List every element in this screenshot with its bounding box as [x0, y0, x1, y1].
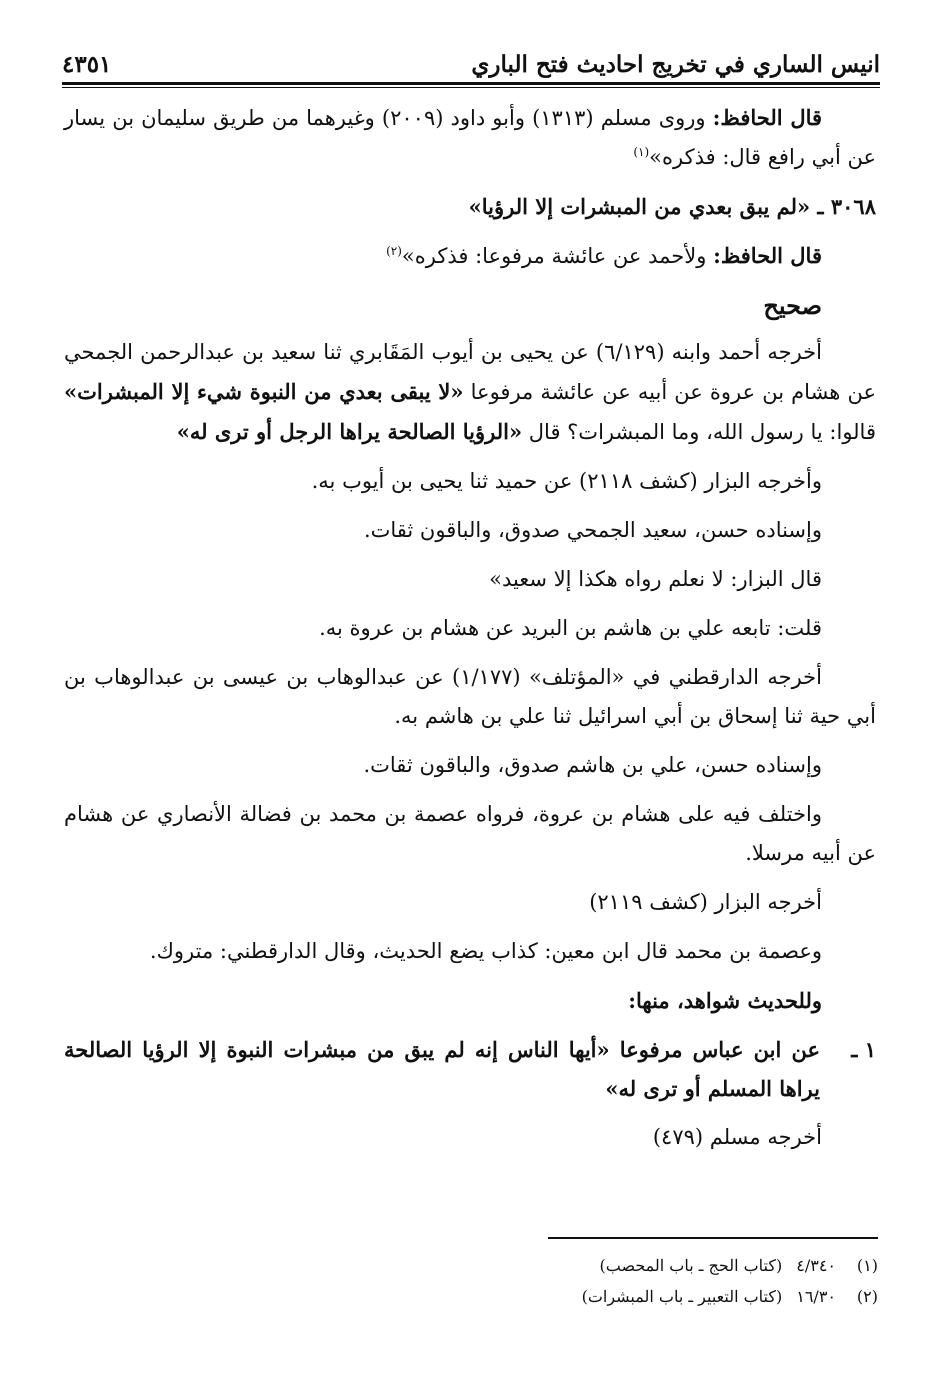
hadith-text: «لا يبقى بعدي من النبوة شيء إلا المبشرات»	[64, 379, 464, 404]
paragraph-isnad-2: وإسناده حسن، علي بن هاشم صدوق، والباقون ثقات.	[363, 753, 822, 777]
footnote-number: (١)	[856, 1256, 878, 1275]
paragraph-muslim: أخرجه مسلم (٤٧٩)	[652, 1125, 822, 1149]
paragraph-lead: قال الحافظ:	[712, 105, 823, 130]
hadith-text: «الرؤيا الصالحة يراها الرجل أو ترى له»	[176, 419, 523, 444]
main-text	[64, 98, 876, 1167]
paragraph-isnad-1: وإسناده حسن، سعيد الجمحي صدوق، والباقون ثقات.	[363, 518, 822, 542]
page-number: ٤٣٥١	[62, 51, 112, 78]
paragraph-text: قالوا: يا رسول الله، وما المبشرات؟ قال	[528, 420, 876, 444]
paragraph-hafiz-1	[64, 98, 876, 177]
footnote	[300, 1281, 878, 1312]
header-rule	[62, 82, 880, 88]
footnote-marker[interactable]: (٢)	[386, 244, 402, 258]
footnote-marker[interactable]: (١)	[633, 145, 650, 159]
footnotes	[300, 1250, 878, 1312]
header-title: انيس الساري في تخريج احاديث فتح الباري	[471, 51, 880, 78]
footnote-ref: ٤/٣٤٠	[796, 1256, 836, 1275]
paragraph-bazzar-quote: قال البزار: لا نعلم رواه هكذا إلا سعيد»	[489, 567, 822, 591]
paragraph-bazzar-2: أخرجه البزار (كشف ٢١١٩)	[589, 890, 822, 914]
paragraph-text: أخرجه أحمد وابنه (٦/١٢٩) عن يحيى بن أيوب المَقَابري ثنا سعيد بن عبدالرحمن الجمحي عن هشام بن عروة عن أبيه عن عائشة مرفوعا	[64, 340, 876, 404]
hadith-heading: ٣٠٦٨ ـ «لم يبق بعدي من المبشرات إلا الرؤيا»	[468, 194, 876, 219]
paragraph-daraqutni: أخرجه الدارقطني في «المؤتلف» (١/١٧٧) عن عبدالوهاب بن عيسى بن عبدالوهاب بن أبي حية ثنا إسحاق بن أبي اسرائيل ثنا علي بن هاشم به.	[64, 665, 876, 728]
list-item-number: ١ ـ	[851, 1037, 876, 1062]
paragraph-lead: قال الحافظ:	[713, 243, 822, 268]
paragraph-hafiz-2	[64, 236, 876, 276]
paragraph-text: ولأحمد عن عائشة مرفوعا: فذكره»	[401, 244, 707, 268]
list-item	[64, 1030, 876, 1108]
paragraph-ismah: وعصمة بن محمد قال ابن معين: كذاب يضع الحديث، وقال الدارقطني: متروك.	[149, 939, 822, 963]
list-item-text: عن ابن عباس مرفوعا «أيها الناس إنه لم يبق من مبشرات النبوة إلا الرؤيا الصالحة يراها المسلم أو ترى له»	[64, 1037, 820, 1101]
footnote-number: (٢)	[856, 1287, 878, 1306]
footnote	[300, 1250, 878, 1281]
paragraph-mutabaah: قلت: تابعه علي بن هاشم بن البريد عن هشام بن عروة به.	[319, 616, 822, 640]
footnote-ref: ١٦/٣٠	[796, 1287, 836, 1306]
running-header	[62, 36, 880, 78]
paragraph-text: وروى مسلم (١٣١٣) وأبو داود (٢٠٠٩) وغيرهما من طريق سليمان بن يسار عن أبي رافع قال: فذكره»	[64, 106, 876, 169]
footnote-text: (كتاب التعبير ـ باب المبشرات)	[581, 1287, 783, 1306]
grade-label: صحيح	[763, 291, 822, 320]
paragraph-takhrij-ahmad	[64, 333, 876, 452]
paragraph-shawahid: وللحديث شواهد، منها:	[628, 988, 822, 1013]
footnote-separator	[548, 1237, 878, 1239]
footnote-text: (كتاب الحج ـ باب المحصب)	[599, 1256, 783, 1275]
paragraph-bazzar: وأخرجه البزار (كشف ٢١١٨) عن حميد ثنا يحيى بن أيوب به.	[311, 469, 822, 493]
paragraph-ikhtilaf: واختلف فيه على هشام بن عروة، فرواه عصمة بن محمد بن فضالة الأنصاري عن هشام عن أبيه مرسلا.	[64, 802, 876, 865]
